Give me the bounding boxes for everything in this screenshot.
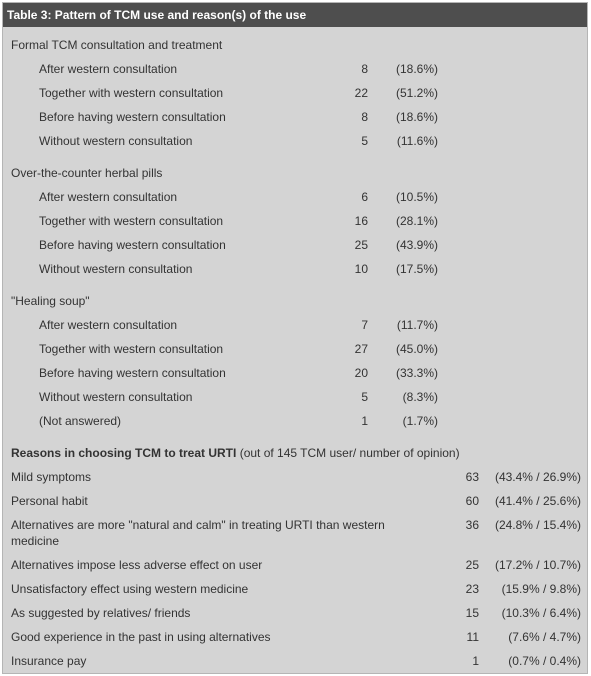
row-label: Without western consultation bbox=[39, 134, 193, 148]
table-row bbox=[3, 209, 587, 233]
section-heading-label: Over-the-counter herbal pills bbox=[11, 166, 163, 180]
row-percent: (15.9% / 9.8%) bbox=[501, 582, 581, 596]
row-percent: (11.6%) bbox=[396, 134, 438, 148]
table-row bbox=[3, 233, 587, 257]
row-count: 6 bbox=[361, 190, 368, 204]
table-row bbox=[3, 337, 587, 361]
row-label: Personal habit bbox=[11, 494, 88, 508]
row-label: Without western consultation bbox=[39, 390, 193, 404]
row-percent: (0.7% / 0.4%) bbox=[508, 654, 581, 668]
row-count: 8 bbox=[361, 62, 368, 76]
row-count: 60 bbox=[465, 494, 479, 508]
section-heading-label: "Healing soup" bbox=[11, 294, 90, 308]
row-percent: (1.7%) bbox=[402, 414, 438, 428]
row-label: Alternatives impose less adverse effect on user bbox=[11, 558, 263, 572]
row-percent: (17.2% / 10.7%) bbox=[494, 558, 581, 572]
section-heading-formal-tcm bbox=[3, 33, 587, 57]
row-percent: (51.2%) bbox=[395, 86, 438, 100]
row-label: Without western consultation bbox=[39, 262, 193, 276]
section-heading-reasons bbox=[3, 441, 587, 465]
row-label: Together with western consultation bbox=[39, 342, 224, 356]
row-label: Before having western consultation bbox=[39, 238, 226, 252]
row-percent: (43.4% / 26.9%) bbox=[494, 470, 581, 484]
row-label: After western consultation bbox=[39, 62, 178, 76]
row-label: Unsatisfactory effect using western medicine bbox=[11, 582, 249, 596]
row-percent: (45.0%) bbox=[395, 342, 438, 356]
row-label: Together with western consultation bbox=[39, 214, 224, 228]
row-count: 11 bbox=[466, 630, 479, 644]
row-count: 15 bbox=[465, 606, 479, 620]
row-count: 22 bbox=[354, 86, 368, 100]
row-label: Alternatives are more "natural and calm" in treating URTI than western medicine bbox=[11, 518, 385, 548]
row-count: 36 bbox=[465, 518, 479, 532]
row-label: After western consultation bbox=[39, 190, 178, 204]
table-row bbox=[3, 465, 587, 489]
row-count: 20 bbox=[354, 366, 368, 380]
row-label: As suggested by relatives/ friends bbox=[11, 606, 191, 620]
row-percent: (8.3%) bbox=[402, 390, 438, 404]
table-row bbox=[3, 513, 587, 553]
row-count: 1 bbox=[361, 414, 368, 428]
table-row bbox=[3, 361, 587, 385]
row-percent: (7.6% / 4.7%) bbox=[508, 630, 581, 644]
row-label: Insurance pay bbox=[11, 654, 87, 668]
table-row bbox=[3, 185, 587, 209]
row-label: Good experience in the past in using alternatives bbox=[11, 630, 271, 644]
row-count: 25 bbox=[465, 558, 479, 572]
table-row bbox=[3, 577, 587, 601]
row-label: (Not answered) bbox=[39, 414, 122, 428]
row-percent: (41.4% / 25.6%) bbox=[494, 494, 581, 508]
table-row bbox=[3, 553, 587, 577]
row-count: 5 bbox=[361, 390, 368, 404]
section-heading-bold: Reasons in choosing TCM to treat URTI bbox=[11, 446, 237, 460]
row-count: 8 bbox=[361, 110, 368, 124]
row-count: 25 bbox=[354, 238, 368, 252]
row-label: Mild symptoms bbox=[11, 470, 92, 484]
row-count: 10 bbox=[354, 262, 368, 276]
row-count: 23 bbox=[465, 582, 479, 596]
table-row bbox=[3, 601, 587, 625]
table-row bbox=[3, 625, 587, 649]
table-row bbox=[3, 649, 587, 673]
data-table bbox=[2, 2, 588, 674]
table-row bbox=[3, 257, 587, 281]
section-heading-otc-herbal-pills bbox=[3, 161, 587, 185]
table-row bbox=[3, 105, 587, 129]
row-label: Before having western consultation bbox=[39, 110, 226, 124]
row-label: Together with western consultation bbox=[39, 86, 224, 100]
table-row bbox=[3, 385, 587, 409]
row-percent: (24.8% / 15.4%) bbox=[494, 518, 581, 532]
table-row bbox=[3, 57, 587, 81]
row-percent: (18.6%) bbox=[395, 110, 438, 124]
section-heading-label bbox=[11, 441, 460, 465]
row-percent: (11.7%) bbox=[396, 318, 438, 332]
table-row bbox=[3, 313, 587, 337]
row-count: 5 bbox=[361, 134, 368, 148]
row-percent: (43.9%) bbox=[395, 238, 438, 252]
table-row bbox=[3, 81, 587, 105]
row-percent: (28.1%) bbox=[395, 214, 438, 228]
table-row bbox=[3, 129, 587, 153]
section-heading-healing-soup bbox=[3, 289, 587, 313]
row-label: After western consultation bbox=[39, 318, 178, 332]
table-caption: Table 3: Pattern of TCM use and reason(s) of the use bbox=[3, 3, 587, 27]
row-percent: (33.3%) bbox=[395, 366, 438, 380]
row-percent: (10.5%) bbox=[395, 190, 438, 204]
section-heading-label: Formal TCM consultation and treatment bbox=[11, 38, 223, 52]
row-count: 27 bbox=[354, 342, 368, 356]
row-percent: (18.6%) bbox=[395, 62, 438, 76]
table-row bbox=[3, 409, 587, 433]
row-percent: (17.5%) bbox=[395, 262, 438, 276]
table-row bbox=[3, 489, 587, 513]
row-count: 63 bbox=[465, 470, 479, 484]
row-count: 16 bbox=[354, 214, 368, 228]
row-percent: (10.3% / 6.4%) bbox=[501, 606, 581, 620]
row-count: 1 bbox=[472, 654, 479, 668]
section-heading-note: (out of 145 TCM user/ number of opinion) bbox=[236, 446, 460, 460]
row-label: Before having western consultation bbox=[39, 366, 226, 380]
row-count: 7 bbox=[361, 318, 368, 332]
